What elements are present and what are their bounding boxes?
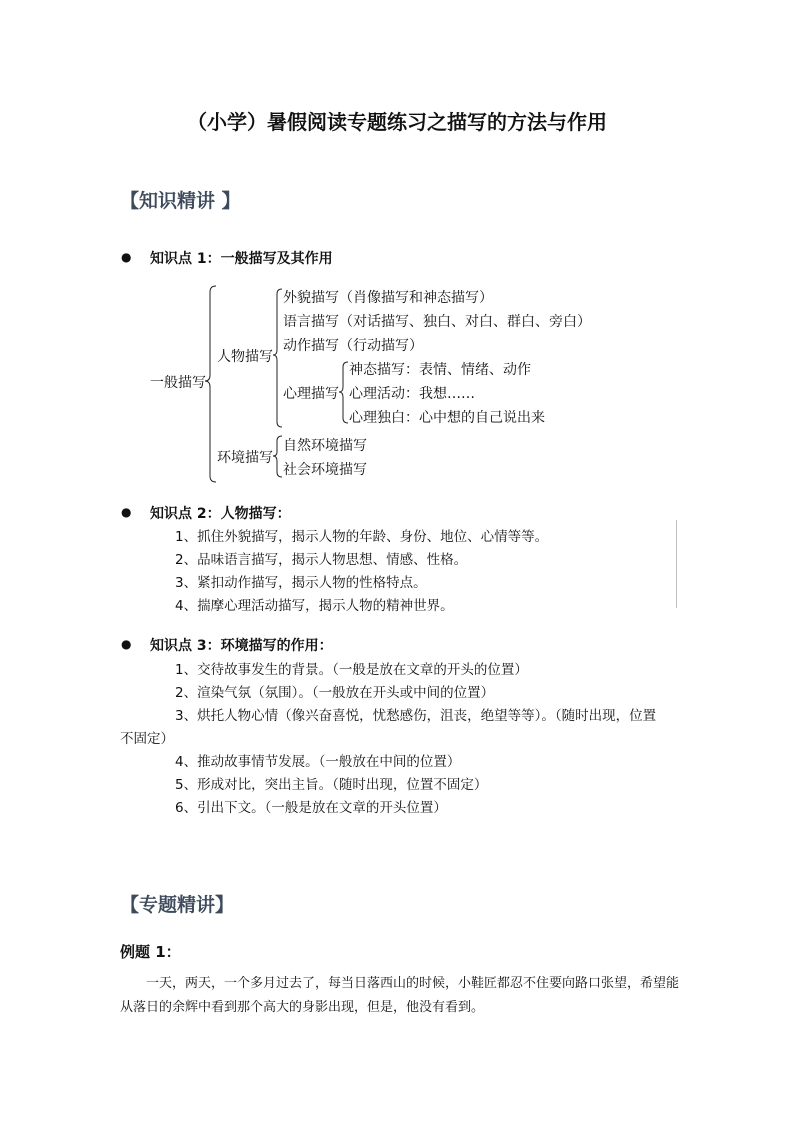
tree-node-psych: 心理描写 bbox=[283, 386, 339, 402]
tree-leaf-env-2: 社会环境描写 bbox=[283, 462, 367, 478]
tree-leaf-action: 动作描写（行动描写） bbox=[283, 338, 423, 354]
list-item-continuation: 不固定） bbox=[120, 731, 174, 747]
list-item: 4、推动故事情节发展。（一般放在中间的位置） bbox=[175, 754, 461, 770]
list-item: 6、引出下文。（一般是放在文章的开头位置） bbox=[175, 800, 447, 816]
tree-node-person: 人物描写 bbox=[217, 349, 273, 365]
tree-leaf-env-1: 自然环境描写 bbox=[283, 438, 367, 454]
list-item: 3、紧扣动作描写，揭示人物的性格特点。 bbox=[175, 575, 427, 591]
list-item: 4、揣摩心理活动描写，揭示人物的精神世界。 bbox=[175, 598, 454, 614]
knowledge-point-3-heading: 知识点 3：环境描写的作用： bbox=[150, 638, 333, 654]
example-label: 例题 1： bbox=[120, 943, 181, 961]
bracket-person bbox=[273, 289, 282, 427]
bracket-root bbox=[205, 286, 216, 482]
tree-leaf-psych-1: 神态描写：表情、情绪、动作 bbox=[349, 362, 531, 378]
list-item: 1、抓住外貌描写，揭示人物的年龄、身份、地位、心情等等。 bbox=[175, 529, 549, 545]
list-item: 2、渲染气氛（氛围）。（一般放在开头或中间的位置） bbox=[175, 685, 495, 701]
list-item: 5、形成对比，突出主旨。（随时出现，位置不固定） bbox=[175, 777, 488, 793]
tree-root-general: 一般描写 bbox=[150, 375, 206, 391]
bracket-env bbox=[273, 436, 282, 477]
bullet-icon: ● bbox=[121, 505, 132, 519]
tree-leaf-language: 语言描写（对话描写、独白、对白、群白、旁白） bbox=[283, 314, 591, 330]
list-item: 2、品味语言描写，揭示人物思想、情感、性格。 bbox=[175, 552, 468, 568]
tree-leaf-psych-3: 心理独白：心中想的自己说出来 bbox=[349, 410, 545, 426]
list-item: 1、交待故事发生的背景。（一般是放在文章的开头的位置） bbox=[175, 662, 528, 678]
page-title: （小学）暑假阅读专题练习之描写的方法与作用 bbox=[187, 110, 607, 134]
bracket-psych bbox=[339, 362, 348, 423]
list-item: 3、烘托人物心情（像兴奋喜悦，忧愁感伤，沮丧，绝望等等）。（随时出现，位置 bbox=[175, 708, 657, 724]
knowledge-point-2-heading: 知识点 2：人物描写： bbox=[150, 506, 291, 522]
knowledge-point-1-heading: 知识点 1：一般描写及其作用 bbox=[150, 251, 333, 267]
bullet-icon: ● bbox=[121, 250, 132, 264]
example-passage: 一天，两天，一个多月过去了，每当日落西山的时候，小鞋匠都忍不住要向路口张望，希望能从落日的余辉中看到那个高大的身影出现，但是，他没有看到。 bbox=[120, 976, 680, 1015]
section-heading-knowledge: 【知识精讲 】 bbox=[120, 190, 241, 212]
margin-rule bbox=[676, 520, 677, 608]
bullet-icon: ● bbox=[121, 637, 132, 651]
tree-leaf-psych-2: 心理活动：我想…… bbox=[349, 386, 475, 402]
tree-node-env: 环境描写 bbox=[217, 450, 273, 466]
tree-leaf-appearance: 外貌描写（肖像描写和神态描写） bbox=[283, 290, 493, 306]
section-heading-topic: 【专题精讲】 bbox=[120, 894, 235, 916]
